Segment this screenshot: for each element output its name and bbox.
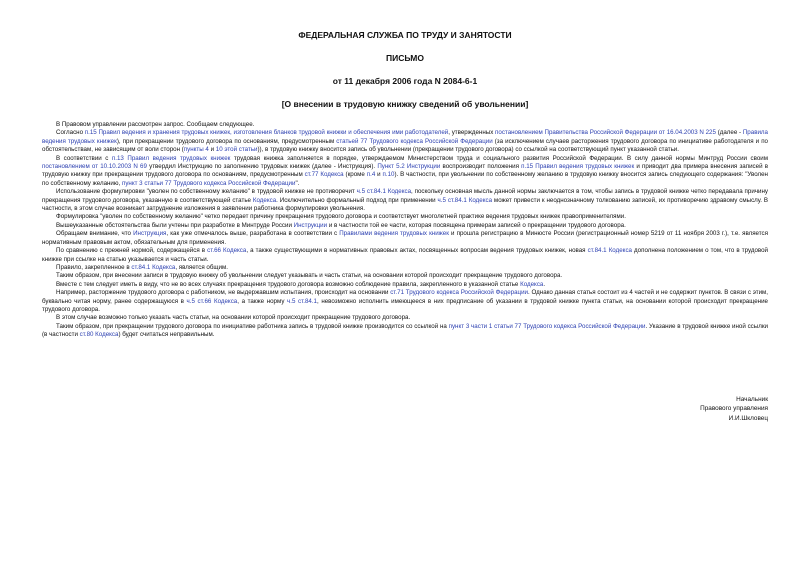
document-link[interactable]: пункт 3 части 1 статьи 77 Трудового кодекса Российской Федерации — [448, 322, 646, 330]
paragraph-text: Обращаем внимание, что — [56, 230, 134, 238]
document-link[interactable]: пункты 4 — [183, 146, 209, 154]
paragraph — [42, 121, 768, 129]
document-subject: [О внесении в трудовую книжку сведений об увольнении] — [281, 99, 529, 109]
paragraph — [42, 129, 768, 154]
document-link[interactable]: ч.5 ст.84.1 — [287, 297, 317, 305]
paragraph-text: , поскольку основная мысль данной нормы заключается в том, чтобы запись в трудовой книжке четко передавала причину прекращения трудового договора, указанную в соответствующей статье — [42, 188, 768, 204]
document-link[interactable]: ч.5 ст.66 Кодекса — [186, 297, 238, 305]
paragraph-text: и в частности той ее части, которая посвящена примерам записей о прекращении трудового договора. — [327, 221, 626, 229]
signature-position: Начальник — [736, 396, 768, 403]
document-link[interactable]: ст.77 Кодекса — [304, 171, 344, 179]
paragraph-text: . Однако данная статья состоит из 4 частей и не содержит пунктов. В связи с этим, буквально читая норму, ранее содержащуюся в — [42, 289, 768, 305]
document-link[interactable]: Инструкции — [293, 221, 328, 229]
document-link[interactable]: Пункт 5.2 Инструкции — [377, 163, 441, 171]
paragraph — [42, 272, 768, 280]
paragraph-text: , утвержденных — [448, 129, 496, 137]
document-link[interactable]: Правила ведения трудовых книжек — [42, 129, 768, 145]
paragraph-text: дополнена положением о том, что в трудовой книжке при ссылке на статью указывается и часть статьи. — [42, 247, 769, 263]
agency-name: ФЕДЕРАЛЬНАЯ СЛУЖБА ПО ТРУДУ И ЗАНЯТОСТИ — [298, 30, 512, 40]
paragraph-text: Таким образом, при прекращении трудового договора по инициативе работника запись в трудовой книжке производится со ссылкой на — [56, 322, 449, 330]
paragraph-text: Согласно — [56, 129, 85, 137]
paragraph-text: По сравнению с прежней нормой, содержащейся в — [56, 247, 208, 255]
document-link[interactable]: п.13 Правил ведения трудовых книжек — [111, 154, 231, 162]
paragraph-text: (за исключением случаев расторжения трудового договора по инициативе работодателя и по обстоятельствам, не зависящим от воли сторон ( — [42, 137, 768, 154]
document-link[interactable]: ч.5 ст.84.1 Кодекса — [437, 196, 493, 204]
document-link[interactable]: ч.5 ст.84.1 Кодекса — [356, 188, 412, 196]
document-link[interactable]: постановлением от 10.10.2003 N 69 — [42, 163, 147, 171]
paragraph-text: . Исключительно формальный подход при применении — [276, 196, 438, 204]
paragraph-text: (далее - — [715, 129, 743, 137]
document-link[interactable]: статьей 77 Трудового кодекса Российской Федерации — [336, 137, 493, 145]
document-link[interactable]: п.4 — [366, 171, 376, 179]
document-link[interactable]: п.15 Правил ведения трудовых книжек — [521, 163, 635, 171]
paragraph-text: , невозможно исполнить имеющееся в них предписание об указании в трудовой книжке пункта статьи, на основании которой происходит прекращение трудового договора. — [42, 297, 768, 313]
paragraph-text: воспроизводит положения — [440, 163, 522, 171]
paragraph — [42, 281, 768, 289]
signature-department: Правового управления — [700, 405, 768, 413]
paragraph-text: Правило, закрепленное в — [56, 263, 132, 271]
paragraph — [42, 264, 768, 272]
document-link[interactable]: ст.66 Кодекса — [207, 247, 247, 255]
paragraph — [42, 323, 768, 340]
paragraph-text: может привести к неоднозначному толкованию записей, их противоречию здравому смыслу. В частности, в этом случае возникает затруднение изложения в заявлении работника формулировки увольнения. — [42, 196, 768, 213]
paragraph — [42, 155, 768, 189]
document-type: ПИСЬМО — [386, 53, 424, 63]
paragraph — [42, 289, 768, 314]
document-link[interactable]: п.10 — [382, 171, 395, 179]
paragraph — [42, 222, 768, 230]
paragraph-text: )), в трудовую книжку вносится запись об увольнении (прекращении трудового договора) со ссылкой на соответствующий пункт указанной статьи. — [257, 146, 679, 154]
paragraph-text: трудовая книжка заполняется в порядке, утверждаемом Министерством труда и социального развития Российской Федерации. В силу данной нормы Минтруд России своим — [230, 154, 768, 162]
document-link[interactable]: пункт 3 статьи 77 Трудового кодекса Российской Федерации — [121, 179, 296, 187]
paragraph — [42, 314, 768, 322]
paragraph-text: В Правовом управлении рассмотрен запрос. Сообщаем следующее. — [56, 121, 255, 128]
document-link[interactable]: п.15 Правил ведения и хранения трудовых книжек, изготовления бланков трудовой книжки и обеспечения ими работодателей — [84, 129, 449, 137]
paragraph-text: Вышеуказанные обстоятельства были учтены при разработке в Минтруде России — [56, 221, 294, 229]
document-link[interactable]: 10 этой статьи — [215, 146, 258, 154]
paragraph — [42, 247, 768, 264]
paragraph-text: Использование формулировки "уволен по собственному желанию" в трудовой книжке не противоречит — [56, 188, 357, 196]
paragraph-text: В этом случае возможно только указать часть статьи, на основании которой происходит прекращение трудового договора. — [56, 314, 411, 322]
paragraph-text: Вместе с тем следует иметь в виду, что не во всех случаях прекращения трудового договора возможно соблюдение правила, закрепленного в указанной статье — [56, 280, 521, 288]
paragraph — [42, 230, 768, 247]
paragraph-text: (кроме — [343, 171, 367, 179]
signature-name: И.И.Шкловец — [728, 414, 768, 422]
paragraph-text: . — [543, 280, 546, 288]
paragraph-text: утвердил Инструкцию по заполнению трудовых книжек (далее - Инструкция). — [146, 163, 378, 171]
paragraph-text: . Указание в трудовой книжке иной ссылки (в частности — [42, 322, 768, 339]
paragraph-text: , а также норму — [237, 297, 288, 305]
document-link[interactable]: ст.84.1 Кодекса — [131, 263, 176, 271]
document-link[interactable]: Кодекса — [520, 280, 544, 288]
signature-block — [700, 395, 768, 423]
document-link[interactable]: Кодекса — [252, 196, 277, 204]
paragraph-text: и — [375, 171, 383, 179]
paragraph-text: и прошла регистрацию в Минюсте России (регистрационный номер 5219 от 11 ноября 2003 г.), т.е. является нормативным правовым актом, обязательным для применения. — [42, 230, 768, 246]
document-link[interactable]: постановлением Правительства Российской Федерации от 16.04.2003 N 225 — [495, 129, 716, 137]
document-link[interactable]: ст.84.1 Кодекса — [587, 247, 632, 255]
paragraph — [42, 213, 768, 221]
document-link[interactable]: Правилами ведения трудовых книжек — [339, 230, 449, 238]
document-date-number: от 11 декабря 2006 года N 2084-6-1 — [332, 76, 478, 86]
paragraph-text: ) будет считаться неправильным. — [118, 331, 215, 339]
paragraph-text: , а также существующими в нормативных правовых актах, посвященных вопросам ведения трудовых книжек, новая — [246, 247, 588, 255]
paragraph-text: Например, расторжение трудового договора с работником, не выдержавшим испытания, происходит на основании — [56, 289, 391, 297]
document-body — [42, 121, 768, 340]
paragraph-text: ". — [295, 179, 300, 187]
paragraph-text: Таким образом, при внесении записи в трудовую книжку об увольнении следует указывать и часть статьи, на основании которой происходит прекращение трудового договора. — [56, 272, 563, 280]
document-link[interactable]: ст.71 Трудового кодекса Российской Федерации — [390, 289, 529, 297]
paragraph-text: , как уже отмечалось выше, разработана в соответствии с — [166, 230, 340, 238]
paragraph-text: ), при прекращении трудового договора по основаниям, предусмотренным — [116, 137, 337, 145]
paragraph-text: и приводит два примера внесения записей в трудовую книжку при прекращении трудового договора по основаниям, предусмотренным — [42, 163, 769, 179]
paragraph-text: ). В частности, при увольнении по собственному желанию в трудовую книжку вносится запись следующего содержания: "Уволен по собственному желанию, — [42, 171, 768, 187]
paragraph-text: Формулировка "уволен по собственному желанию" четко передает причину прекращения трудового договора и соответствует многолетней практике ведения трудовых книжек правоприменителями. — [56, 213, 626, 221]
paragraph — [42, 188, 768, 213]
document-link[interactable]: Инструкция — [133, 230, 167, 238]
paragraph-text: , является общим. — [175, 263, 228, 271]
document-page — [42, 30, 769, 422]
paragraph-text: и — [208, 146, 216, 154]
document-link[interactable]: ст.80 Кодекса — [79, 331, 119, 339]
paragraph-text: В соответствии с — [56, 154, 112, 162]
